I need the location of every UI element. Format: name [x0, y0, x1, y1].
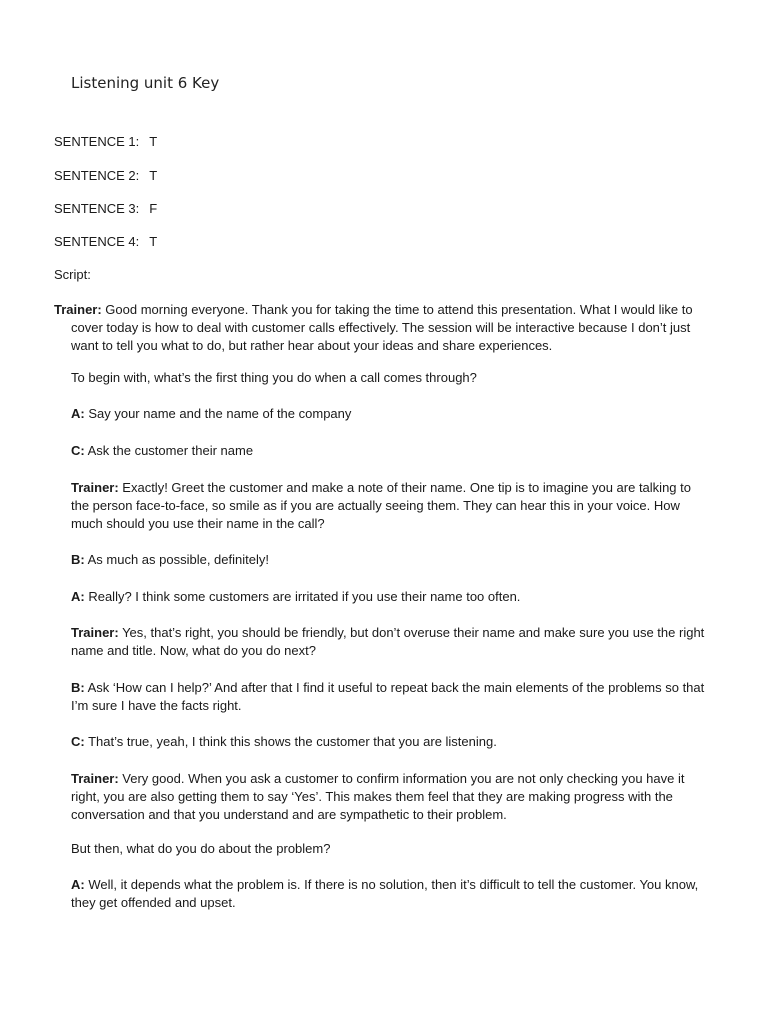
sentence-answer: [54, 233, 157, 251]
script-paragraph: [71, 624, 711, 660]
speech-text: Say your name and the name of the company: [84, 406, 352, 421]
speaker-label: Trainer:: [71, 480, 119, 495]
script-paragraph: [71, 840, 711, 858]
sentence-value: F: [149, 201, 158, 216]
script-paragraph: [71, 442, 711, 460]
script-paragraph: [71, 679, 711, 715]
speech-text: Very good. When you ask a customer to confirm information you are not only checking you have it right, you are also getting them to say ‘Yes’. This makes them feel that they are making progress with the conversation and that you understand and are sympathetic to their problem.: [71, 771, 685, 822]
script-paragraph: [71, 876, 711, 912]
sentence-answer: [54, 200, 157, 218]
speaker-label: Trainer:: [71, 625, 119, 640]
script-paragraph: [71, 733, 711, 751]
document-title: Listening unit 6 Key: [71, 74, 220, 92]
speech-text: As much as possible, definitely!: [84, 552, 269, 567]
speech-text: Exactly! Greet the customer and make a note of their name. One tip is to imagine you are talking to the person face-to-face, so smile as if you are actually seeing them. They can hear this in your voice. How much should you use their name in the call?: [71, 480, 691, 531]
speech-text: Ask the customer their name: [84, 443, 254, 458]
speaker-label: A:: [71, 406, 85, 421]
sentence-value: T: [149, 234, 158, 249]
sentence-value: T: [149, 168, 158, 183]
script-paragraph: [71, 369, 711, 387]
speech-text: Well, it depends what the problem is. If there is no solution, then it’s difficult to tell the customer. You know, they get offended and upset.: [71, 877, 699, 910]
script-paragraph: [71, 588, 711, 606]
speech-text: But then, what do you do about the problem?: [71, 841, 331, 856]
speaker-label: A:: [71, 589, 85, 604]
script-paragraph: [71, 479, 711, 533]
speaker-label: C:: [71, 734, 85, 749]
speaker-label: A:: [71, 877, 85, 892]
sentence-label: SENTENCE 4:: [54, 234, 140, 249]
speaker-label: B:: [71, 680, 85, 695]
sentence-answer: [54, 133, 157, 151]
speaker-label: B:: [71, 552, 85, 567]
speaker-label: Trainer:: [54, 302, 102, 317]
sentence-answer: [54, 167, 157, 185]
script-label: Script:: [54, 267, 91, 282]
script-paragraph: [71, 405, 711, 423]
speech-text: To begin with, what’s the first thing you do when a call comes through?: [71, 370, 477, 385]
speaker-label: Trainer:: [71, 771, 119, 786]
speech-text: Yes, that’s right, you should be friendly, but don’t overuse their name and make sure you use the right name and title. Now, what do you do next?: [71, 625, 705, 658]
speech-text: Ask ‘How can I help?’ And after that I find it useful to repeat back the main elements of the problems so that I’m sure I have the facts right.: [71, 680, 705, 713]
script-paragraph: [71, 551, 711, 569]
sentence-label: SENTENCE 1:: [54, 134, 140, 149]
sentence-label: SENTENCE 3:: [54, 201, 140, 216]
speech-text: Really? I think some customers are irritated if you use their name too often.: [84, 589, 521, 604]
script-paragraph: [54, 301, 711, 355]
speech-text: That’s true, yeah, I think this shows the customer that you are listening.: [84, 734, 497, 749]
sentence-label: SENTENCE 2:: [54, 168, 140, 183]
script-paragraph: [71, 770, 711, 824]
speaker-label: C:: [71, 443, 85, 458]
sentence-value: T: [149, 134, 158, 149]
speech-text: Good morning everyone. Thank you for taking the time to attend this presentation. What I would like to cover today is how to deal with customer calls effectively. The session will be interactive because I don’t just want to tell you what to do, but rather hear about your ideas and share experiences.: [71, 302, 693, 353]
